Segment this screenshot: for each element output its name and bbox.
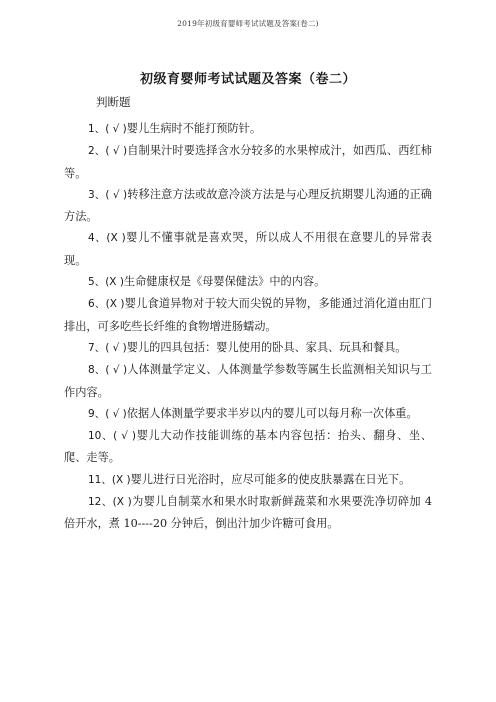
item-number: 11、	[88, 473, 112, 486]
item-text: 为婴儿自制菜水和果水时取新鲜蔬菜和水果要洗净切碎加 4 倍开水，煮 10----20 分钟后，倒出汁加少许糖可食用。	[64, 495, 432, 531]
question-item	[64, 359, 432, 403]
item-text: 自制果汁时要选择含水分较多的水果榨成汁，如西瓜、西红柿等。	[64, 144, 432, 180]
section-label: 判断题	[96, 95, 131, 109]
item-number: 3、	[88, 188, 106, 201]
question-item	[64, 184, 432, 228]
answer-mark: ( √ )	[113, 430, 137, 443]
answer-mark: ( √ )	[105, 145, 128, 158]
item-number: 8、	[88, 364, 106, 377]
question-item	[64, 118, 432, 140]
answer-mark: ( √ )	[105, 364, 128, 377]
question-item	[64, 403, 432, 425]
item-text: 婴儿的四具包括：婴儿使用的卧具、家具、玩具和餐具。	[126, 340, 407, 354]
question-item	[64, 337, 432, 359]
item-number: 12、	[88, 496, 113, 509]
question-item	[64, 227, 432, 271]
item-text: 婴儿大动作技能训练的基本内容包括：抬头、翻身、坐、爬、走等。	[64, 429, 432, 465]
answer-mark: (X )	[112, 496, 132, 509]
question-item	[64, 425, 432, 469]
question-item	[64, 491, 432, 535]
item-number: 4、	[88, 232, 107, 245]
item-number: 9、	[88, 407, 106, 420]
answer-mark: (X )	[111, 473, 131, 486]
item-number: 6、	[88, 298, 106, 311]
answer-mark: ( √ )	[105, 188, 128, 201]
item-number: 10、	[88, 430, 114, 443]
question-list	[64, 118, 432, 535]
answer-mark: ( √ )	[105, 341, 127, 354]
document-title: 初级育婴师考试试题及答案（卷二）	[139, 72, 356, 87]
item-text: 婴儿进行日光浴时，应尽可能多的使皮肤暴露在日光下。	[130, 472, 411, 486]
question-item	[64, 140, 432, 184]
item-text: 人体测量学定义、人体测量学参数等属生长监测相关知识与工作内容。	[64, 363, 432, 399]
item-text: 生命健康权是《母婴保健法》中的内容。	[123, 275, 326, 289]
item-number: 5、	[88, 276, 106, 289]
item-text: 婴儿生病时不能打预防针。	[126, 122, 262, 135]
item-text: 婴儿食道异物对于较大而尖锐的异物，多能通过消化道由肛门排出，可多吃些长纤维的食物增进肠蠕动。	[64, 297, 432, 333]
question-item	[64, 293, 432, 337]
item-text: 转移注意方法或故意冷淡方法是与心理反抗期婴儿沟通的正确方法。	[64, 187, 432, 224]
answer-mark: (X )	[105, 276, 124, 289]
item-number: 2、	[88, 145, 106, 158]
running-header: 2019年初级育婴师考试试题及答案(卷二)	[177, 19, 319, 28]
question-item	[64, 271, 432, 293]
item-text: 依据人体测量学要求半岁以内的婴儿可以每月称一次体重。	[126, 406, 418, 420]
question-item	[64, 469, 432, 491]
answer-mark: (X )	[105, 298, 125, 311]
item-text: 婴儿不懂事就是喜欢哭，所以成人不用很在意婴儿的异常表现。	[64, 231, 432, 267]
answer-mark: (X )	[106, 232, 126, 245]
answer-mark: ( √ )	[105, 407, 127, 420]
answer-mark: ( √ )	[105, 123, 127, 135]
item-number: 7、	[88, 341, 106, 354]
item-number: 1、	[88, 123, 106, 135]
